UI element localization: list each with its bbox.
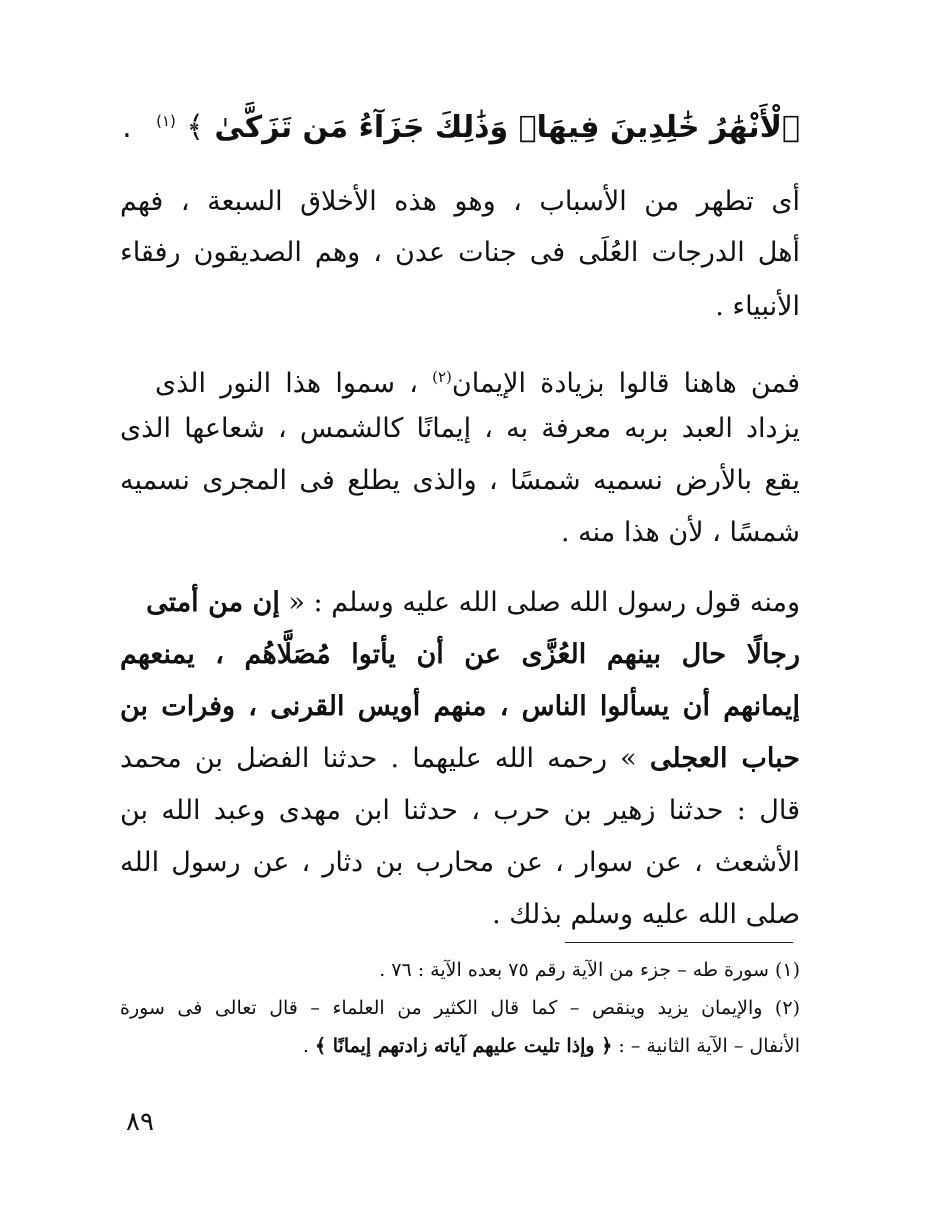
footnote-2-line-2 [120,1032,800,1060]
para2-line1-end: ، سموا هذا النور الذى [155,368,433,399]
quran-verse-line [110,96,800,153]
para2-line-3: يقع بالأرض نسميه شمسًا ، والذى يطلع فى المجرى نسميه [120,465,800,496]
para3-line4-rest: » رحمه الله عليهما . حدثنا الفضل بن محمد [120,743,650,774]
hadith-text-start: إن من أمتى [146,587,280,618]
para3-line1-intro: ومنه قول رسول الله صلى الله عليه وسلم : « [279,587,800,618]
footnote-separator [565,942,793,943]
para3-line-1 [146,584,800,622]
hadith-line-2: رجالًا حال بينهم العُزَّى عن أن يأتوا مُصَلَّاهُم ، يمنعهم [120,639,800,670]
para1-line-3: الأنبياء . [715,291,800,322]
para2-line1-start: فمن هاهنا قالوا بزيادة الإيمان [451,368,800,399]
para3-line-5: قال : حدثنا زهير بن حرب ، حدثنا ابن مهدى وعبد الله بن [120,795,800,826]
footnote-2-line-1: (٢) والإيمان يزيد وينقص – كما قال الكثير من العلماء – قال تعالى فى سورة [120,997,800,1019]
footnote-2-end: . [302,1035,315,1057]
para2-line-4: شمسًا ، لأن هذا منه . [561,517,800,548]
verse-end-dot: . [122,110,132,145]
para3-line-7: صلى الله عليه وسلم بذلك . [492,899,800,930]
para2-line-2: يزداد العبد بربه معرفة به ، إيمانًا كالشمس ، شعاعها الذى [120,413,800,444]
page-number: ٨٩ [126,1107,154,1137]
hadith-text-end: حباب العجلى [649,743,800,774]
footnote-2-verse: ﴿ وإذا تليت عليهم آياته زادتهم إيمانًا ﴾ [315,1035,613,1057]
para3-line-4 [120,740,800,778]
verse-close-bracket: ﴾ [186,110,204,145]
verse-text: ٱلْأَنْهَٰرُ خَٰلِدِينَ فِيهَاۚ وَذَٰلِكَ جَزَآءُ مَن تَزَكَّىٰ [214,110,800,145]
footnote-2-source: الأنفال – الآية الثانية – : [612,1035,800,1057]
para3-line-6: الأشعث ، عن سوار ، عن محارب بن دثار ، عن رسول الله [120,847,800,878]
para2-line-1 [155,358,800,399]
footnote-ref-2: (٢) [432,368,452,386]
para1-line-1: أى تطهر من الأسباب ، وهو هذه الأخلاق السبعة ، فهم [120,186,800,217]
para1-line-2: أهل الدرجات العُلَى فى جنات عدن ، وهم الصديقون رفقاء [120,237,800,268]
footnote-1: (١) سورة طه – جزء من الآية رقم ٧٥ بعده الآية : ٧٦ . [379,959,800,981]
hadith-line-3: إيمانهم أن يسألوا الناس ، منهم أويس القرنى ، وفرات بن [120,691,800,722]
footnote-ref-1: (١) [156,112,176,130]
